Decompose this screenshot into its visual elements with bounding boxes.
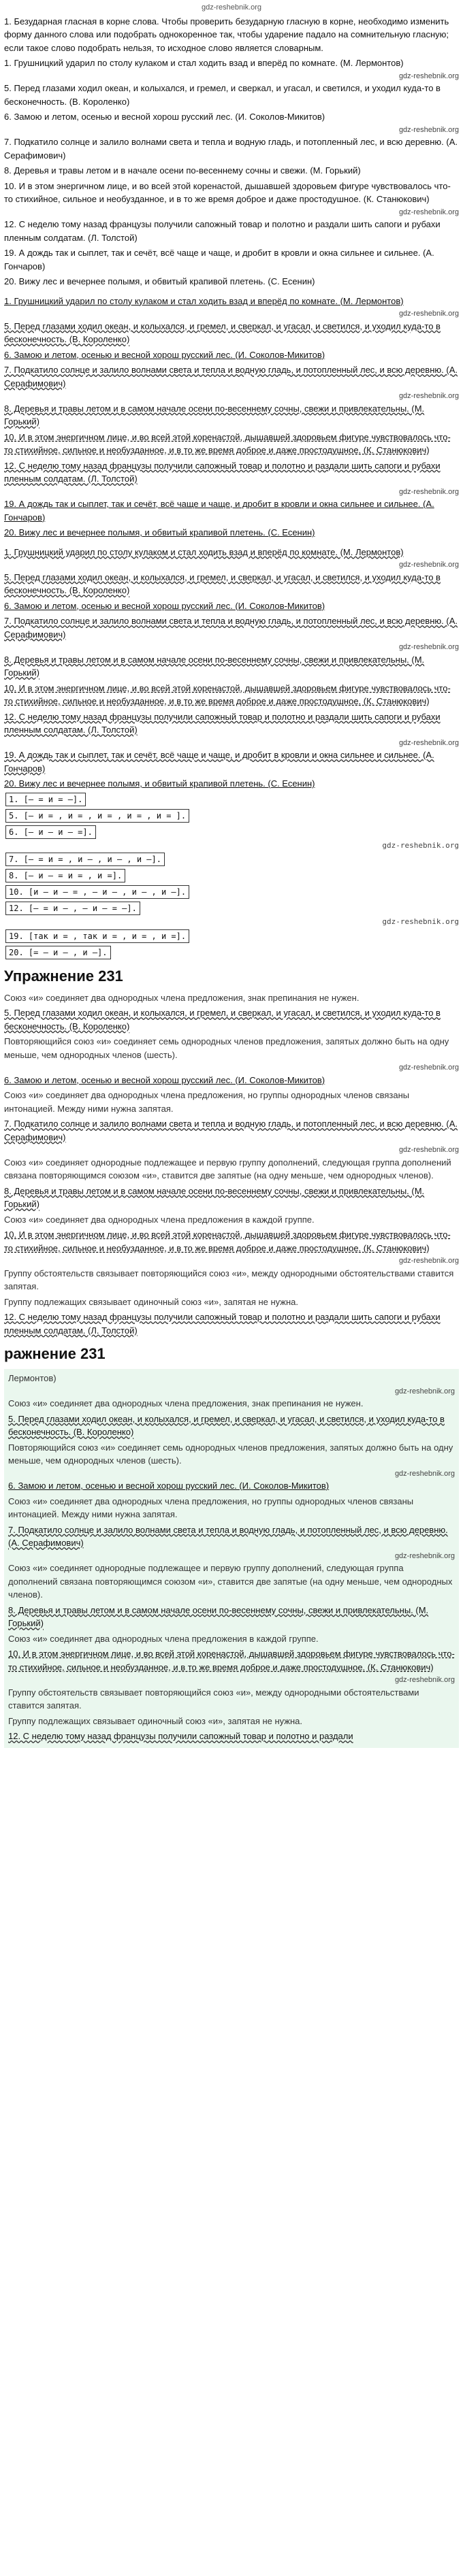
ex-b-7: Союз «и» соединяет однородные подлежащее и первую группу дополнений, следующая группа дополнений связана повторяющимся союзом «и», ставится две запятые (на одну меньше, чем однородных членов). bbox=[8, 1563, 453, 1600]
s2-19: 19. А дождь так и сыплет, так и сечёт, всё чаще и чаще, и дробит в кровли и окна сильнее и сильнее. (А. Гончаров) bbox=[4, 499, 434, 523]
watermark: gdz-reshebnik.org bbox=[382, 917, 459, 926]
ex-a-6: Союз «и» соединяет однородные подлежащее и первую группу дополнений, следующая группа дополнений связана повторяющимся союзом «и», ставится две запятые (на одну меньше, чем однородных членов). bbox=[4, 1157, 451, 1180]
s1-5: 5. Перед глазами ходил океан, и колыхался, и гремел, и сверкал, и угасал, и светился, и уходил куда-то в бесконечность. (В. Короленко) bbox=[4, 83, 441, 107]
s1-12: 12. С неделю тому назад французы получили сапожный товар и полотно и раздали шить сапоги и рубахи пленным солдатам. (Л. Толстой) bbox=[4, 219, 441, 243]
watermark: gdz-reshebnik.org bbox=[398, 208, 459, 216]
s3-10: 10. И в этом энергичном лице, и во всей этой коренастой, дышавшей здоровьем фигуре чувствовалось что-то стихийное, сильное и необузданное, и в то же время доброе и даже простодушное. (К. Станюкович) bbox=[4, 682, 451, 706]
s3-1: 1. Грушницкий ударил по столу кулаком и стал ходить взад и вперёд по комнате. (М. Лермонтов) bbox=[4, 546, 404, 557]
exercise-231-part-b bbox=[4, 1369, 459, 1748]
ex-a-1: 5. Перед глазами ходил океан, и колыхался, и гремел, и сверкал, и угасал, и светился, и уходил куда-то в бесконечность. (В. Короленко) bbox=[4, 1008, 441, 1031]
ex-b-12: Группу подлежащих связывает одиночный союз «и», запятая не нужна. bbox=[8, 1715, 303, 1726]
exercise-heading-2: ражнение 231 bbox=[4, 1345, 106, 1362]
ex-b-5: Союз «и» соединяет два однородных члена предложения, но группы однородных членов связаны интонацией. Между ними нужна запятая. bbox=[8, 1496, 414, 1519]
ex-b-10: 10. И в этом энергичном лице, и во всей этой коренастой, дышавшей здоровьем фигуре чувствовалось что-то стихийное, сильное и необузданное, и в то же время доброе и даже простодушное. (К. Станюкович) bbox=[8, 1649, 455, 1672]
ex-a-8: Союз «и» соединяет два однородных члена предложения в каждой группе. bbox=[4, 1214, 315, 1225]
sentence-set-3 bbox=[4, 546, 459, 791]
watermark: gdz-reshebnik.org bbox=[398, 71, 459, 80]
ex-b-1: Союз «и» соединяет два однородных члена предложения, знак препинания не нужен. bbox=[8, 1398, 364, 1408]
s1-10: 10. И в этом энергичном лице, и во всей этой коренастой, дышавшей здоровьем фигуре чувствовалось что-то стихийное, сильное и необузданное, и в то же время доброе и даже простодушное. (К. Станюкович) bbox=[4, 180, 451, 204]
watermark: gdz-reshebnik.org bbox=[398, 487, 459, 496]
watermark: gdz-reshebnik.org bbox=[398, 310, 459, 318]
s1-8: 8. Деревья и травы летом и в начале осени по-весеннему сочны и свежи. (М. Горький) bbox=[4, 165, 361, 176]
s2-6: 6. Замою и летом, осенью и весной хорош русский лес. (И. Соколов-Микитов) bbox=[4, 349, 325, 360]
watermark: gdz-reshebnik.org bbox=[394, 1676, 455, 1684]
s3-12: 12. С неделю тому назад французы получили сапожный товар и полотно и раздали шить сапоги и рубахи пленным солдатам. (Л. Толстой) bbox=[4, 711, 441, 735]
content bbox=[0, 15, 463, 1748]
s3-5: 5. Перед глазами ходил океан, и колыхался, и гремел, и сверкал, и угасал, и светился, и уходил куда-то в бесконечность. (В. Короленко) bbox=[4, 572, 441, 595]
watermark: gdz-reshebnik.org bbox=[394, 1551, 455, 1560]
watermark: gdz-reshebnik.org bbox=[382, 840, 459, 850]
ex-b-4: 6. Замою и летом, осенью и весной хорош русский лес. (И. Соколов-Микитов) bbox=[8, 1481, 330, 1491]
scheme-5: 5. [— и = , и = , и = , и = , и = ]. bbox=[4, 809, 459, 823]
scheme-1: 1. [— = и = —]. bbox=[4, 793, 459, 806]
watermark: gdz-reshebnik.org bbox=[398, 1257, 459, 1265]
intro-block bbox=[4, 15, 459, 55]
ex-a-5: 7. Подкатило солнце и залило волнами света и тепла и водную гладь, и потопленный лес, и всю деревню. (А. Серафимович) bbox=[4, 1119, 458, 1142]
s3-8: 8. Деревья и травы летом и в самом начале осени по-весеннему сочны, свежи и привлекательны. (М. Горький) bbox=[4, 654, 425, 678]
ex-a-12: 12. С неделю тому назад французы получили сапожный товар и полотно и раздали шить сапоги и рубахи пленным солдатам. (Л. Толстой) bbox=[4, 1312, 441, 1336]
exercise-heading-1: Упражнение 231 bbox=[4, 967, 123, 985]
s2-20: 20. Вижу лес и вечернее полымя, и обвитый крапивой плетень. (С. Есенин) bbox=[4, 527, 315, 538]
scheme-6: 6. [— и — и — =]. bbox=[4, 825, 459, 839]
top-watermark: gdz-reshebnik.org bbox=[201, 3, 262, 12]
intro-paragraph: 1. Безударная гласная в корне слова. Чтобы проверить безударную гласную в корне, необходимо изменить форму данного слова или подобрать однокоренное так, чтобы ударение падало на сомнительную гласную; если такое слово подобрать нельзя, то исходное слово является словарным. bbox=[4, 16, 449, 53]
ex-b-3: Повторяющийся союз «и» соединяет семь однородных членов предложения, запятых должно быть на одну меньше, чем однородных членов (шесть). bbox=[8, 1442, 453, 1466]
ex-b-11: Группу обстоятельств связывает повторяющийся союз «и», между однородными обстоятельствами ставится запятая. bbox=[8, 1687, 419, 1711]
watermark: gdz-reshebnik.org bbox=[394, 1387, 455, 1396]
watermark: gdz-reshebnik.org bbox=[398, 561, 459, 569]
scheme-10: 10. [и — и — = , — и — , и — , и —]. bbox=[4, 885, 459, 899]
sentence-set-2 bbox=[4, 295, 459, 540]
ex-a-0: Союз «и» соединяет два однородных члена предложения, знак препинания не нужен. bbox=[4, 992, 360, 1003]
watermark: gdz-reshebnik.org bbox=[394, 1469, 455, 1478]
s1-20: 20. Вижу лес и вечернее полымя, и обвитый крапивой плетень. (С. Есенин) bbox=[4, 276, 315, 286]
ex-b-13: 12. С неделю тому назад французы получили сапожный товар и полотно и раздали bbox=[8, 1731, 353, 1741]
schemes-block bbox=[4, 793, 459, 959]
watermark: gdz-reshebnik.org bbox=[398, 1063, 459, 1072]
ex-a-9: 10. И в этом энергичном лице, и во всей этой коренастой, дышавшей здоровьем фигуре чувствовалось что-то стихийное, сильное и необузданное, и в то же время доброе и даже простодушное. (К. Станюкович) bbox=[4, 1229, 451, 1253]
watermark: gdz-reshebnik.org bbox=[398, 1146, 459, 1154]
s1-6: 6. Замою и летом, осенью и весной хорош русский лес. (И. Соколов-Микитов) bbox=[4, 112, 325, 122]
s2-10: 10. И в этом энергичном лице, и во всей этой коренастой, дышавшей здоровьем фигуре чувствовалось что-то стихийное, сильное и необузданное, и в то же время доброе и даже простодушное. (К. Станюкович) bbox=[4, 431, 451, 455]
s3-19: 19. А дождь так и сыплет, так и сечёт, всё чаще и чаще, и дробит в кровли и окна сильнее и сильнее. (А. Гончаров) bbox=[4, 750, 434, 774]
sentence-set-1 bbox=[4, 56, 459, 288]
s2-7: 7. Подкатило солнце и залило волнами света и тепла и водную гладь, и потопленный лес, и всю деревню. (А. Серафимович) bbox=[4, 365, 458, 389]
s1-19: 19. А дождь так и сыплет, так и сечёт, всё чаще и чаще, и дробит в кровли и окна сильнее и сильнее. (А. Гончаров) bbox=[4, 248, 434, 271]
ex-a-10: Группу обстоятельств связывает повторяющийся союз «и», между однородными обстоятельствами ставится запятая. bbox=[4, 1268, 454, 1291]
s2-5: 5. Перед глазами ходил океан, и колыхался, и гремел, и сверкал, и угасал, и светился, и уходил куда-то в бесконечность. (В. Короленко) bbox=[4, 320, 441, 344]
ex-b-2: 5. Перед глазами ходил океан, и колыхался, и гремел, и сверкал, и угасал, и светился, и уходил куда-то в бесконечность. (В. Короленко) bbox=[8, 1413, 445, 1437]
ex-a-3: 6. Замою и летом, осенью и весной хорош русский лес. (И. Соколов-Микитов) bbox=[4, 1074, 325, 1085]
s1-7: 7. Подкатило солнце и залило волнами света и тепла и водную гладь, и потопленный лес, и всю деревню. (А. Серафимович) bbox=[4, 137, 458, 161]
s2-1: 1. Грушницкий ударил по столу кулаком и стал ходить взад и вперёд по комнате. (М. Лермонтов) bbox=[4, 295, 404, 306]
s3-20: 20. Вижу лес и вечернее полымя, и обвитый крапивой плетень. (С. Есенин) bbox=[4, 778, 315, 789]
ex-b-6: 7. Подкатило солнце и залило волнами света и тепла и водную гладь, и потопленный лес, и всю деревню. (А. Серафимович) bbox=[8, 1524, 448, 1548]
scheme-12: 12. [— = и — , — и — = —]. bbox=[4, 902, 459, 915]
ex-b-9: Союз «и» соединяет два однородных члена предложения в каждой группе. bbox=[8, 1633, 319, 1644]
s3-7: 7. Подкатило солнце и залило волнами света и тепла и водную гладь, и потопленный лес, и всю деревню. (А. Серафимович) bbox=[4, 616, 458, 640]
s3-6: 6. Замою и летом, осенью и весной хорош русский лес. (И. Соколов-Микитов) bbox=[4, 600, 325, 611]
ex-b-0: Лермонтов) bbox=[8, 1373, 57, 1383]
scheme-8: 8. [— и — = и = , и =]. bbox=[4, 869, 459, 882]
watermark: gdz-reshebnik.org bbox=[398, 125, 459, 134]
watermark: gdz-reshebnik.org bbox=[398, 738, 459, 747]
scheme-7: 7. [— = и = , и — , и — , и —]. bbox=[4, 853, 459, 866]
s2-12: 12. С неделю тому назад французы получили сапожный товар и полотно и раздали шить сапоги и рубахи пленным солдатам. (Л. Толстой) bbox=[4, 460, 441, 484]
scheme-19: 19. [так и = , так и = , и = , и =]. bbox=[4, 929, 459, 943]
ex-a-4: Союз «и» соединяет два однородных члена предложения, но группы однородных членов связаны интонацией. Между ними нужна запятая. bbox=[4, 1090, 410, 1114]
exercise-231-part-a bbox=[4, 991, 459, 1338]
s1-1: 1. Грушницкий ударил по столу кулаком и стал ходить взад и вперёд по комнате. (М. Лермонтов) bbox=[4, 58, 404, 68]
ex-a-7: 8. Деревья и травы летом и в самом начале осени по-весеннему сочны, свежи и привлекательны. (М. Горький) bbox=[4, 1185, 425, 1209]
s2-8: 8. Деревья и травы летом и в самом начале осени по-весеннему сочны, свежи и привлекательны. (М. Горький) bbox=[4, 403, 425, 427]
ex-a-11: Группу подлежащих связывает одиночный союз «и», запятая не нужна. bbox=[4, 1296, 299, 1307]
ex-a-2: Повторяющийся союз «и» соединяет семь однородных членов предложения, запятых должно быть на одну меньше, чем однородных членов (шесть). bbox=[4, 1036, 449, 1060]
ex-b-8: 8. Деревья и травы летом и в самом начале осени по-весеннему сочны, свежи и привлекательны. (М. Горький) bbox=[8, 1604, 429, 1628]
scheme-20: 20. [= — и — , и —]. bbox=[4, 946, 459, 959]
watermark: gdz-reshebnik.org bbox=[398, 643, 459, 651]
watermark: gdz-reshebnik.org bbox=[398, 392, 459, 400]
